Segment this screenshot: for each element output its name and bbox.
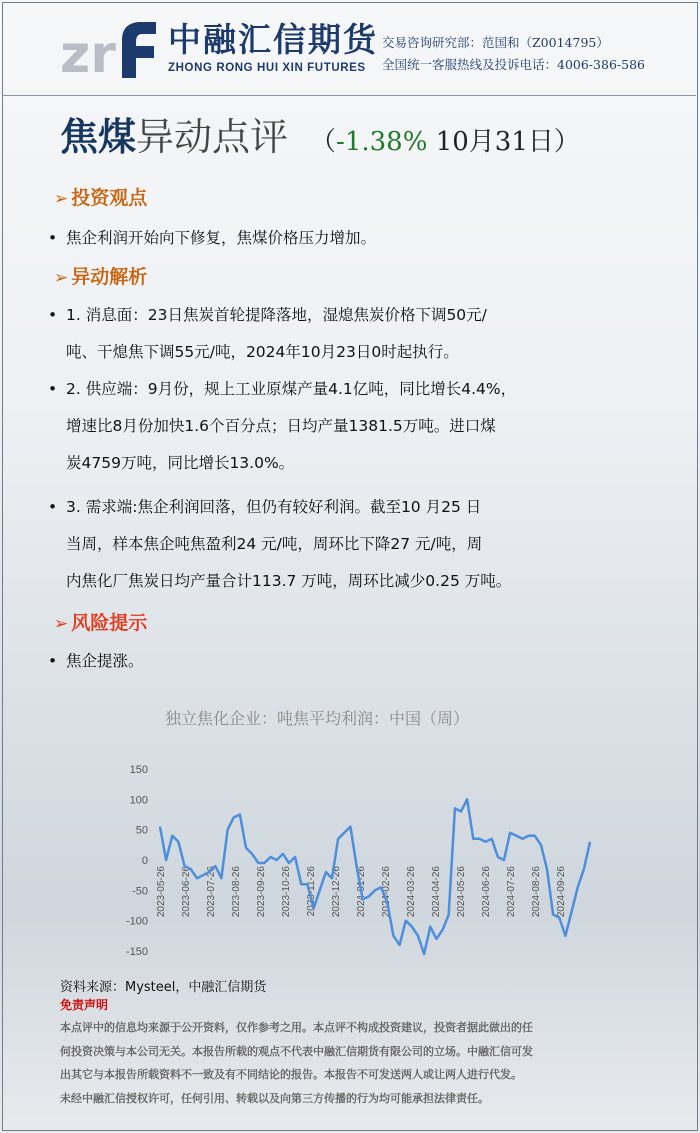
analysis1-line1: 1. 消息面：23日焦炭首轮提降落地，湿熄焦炭价格下调50元/ — [66, 306, 487, 324]
y-tick-label: 100 — [129, 794, 148, 807]
x-tick-label: 2023-11-26 — [306, 866, 317, 917]
x-tick-label: 2024-05-26 — [456, 866, 467, 918]
profit-series-line — [160, 799, 590, 954]
title-change — [310, 127, 580, 157]
x-tick-label: 2024-08-26 — [531, 866, 542, 918]
x-tick-label: 2023-07-26 — [206, 866, 217, 918]
x-tick-label: 2023-05-26 — [156, 866, 167, 918]
analysis3-line3: 内焦化厂焦炭日均产量合计113.7 万吨，周环比减少0.25 万吨。 — [66, 572, 512, 590]
analysis-bullet-2 — [48, 371, 678, 482]
brand-name-cn: 中融汇信期货 — [168, 20, 378, 59]
title-paren: （ — [310, 127, 337, 157]
disclaimer-line: 何投资决策与本公司无关。本报告所载的观点不代表中融汇信期货有限公司的立场。中融汇信可发 — [60, 1044, 533, 1058]
section-analysis-label: 异动解析 — [71, 266, 148, 288]
x-tick-label: 2023-08-26 — [231, 866, 242, 918]
profit-line-chart — [120, 755, 610, 970]
x-tick-label: 2023-12-26 — [331, 866, 342, 918]
disclaimer-line: 未经中融汇信授权许可，任何引用、转载以及向第三方传播的行为均可能承担法律责任。 — [60, 1091, 489, 1105]
contact-info — [382, 32, 645, 76]
section-view-label: 投资观点 — [71, 187, 148, 209]
section-analysis-heading — [54, 262, 147, 289]
disclaimer-body — [60, 1016, 650, 1110]
arrow-icon: ➢ — [54, 268, 69, 288]
x-tick-label: 2024-09-26 — [556, 866, 567, 918]
analysis2-line1: 2. 供应端：9月份，规上工业原煤产量4.1亿吨，同比增长4.4%， — [66, 380, 517, 398]
x-tick-label: 2024-07-26 — [506, 866, 517, 918]
x-tick-label: 2024-03-26 — [406, 866, 417, 918]
hotline-line: 全国统一客服热线及投诉电话：4006-386-586 — [382, 57, 645, 72]
y-tick-label: 50 — [135, 824, 148, 837]
bullet-dot-icon: • — [48, 498, 58, 516]
svg-text:zr: zr — [60, 25, 116, 80]
title-percent: -1.38% — [336, 127, 428, 157]
company-logo — [60, 14, 158, 80]
y-tick-label: 0 — [141, 855, 148, 867]
section-risk-heading — [54, 608, 147, 635]
analysis2-line3: 炭4759万吨，同比增长13.0%。 — [66, 454, 295, 472]
bullet-dot-icon: • — [48, 380, 58, 398]
arrow-icon: ➢ — [54, 189, 69, 209]
title-type: 异动点评 — [136, 115, 289, 159]
x-tick-label: 2024-01-26 — [356, 866, 367, 918]
chart-title: 独立焦化企业：吨焦平均利润：中国（周） — [165, 709, 470, 728]
y-tick-label: -150 — [125, 946, 148, 958]
x-tick-label: 2023-09-26 — [256, 866, 267, 918]
section-view-heading — [54, 183, 147, 210]
y-tick-label: 150 — [129, 764, 148, 776]
brand-name-en: ZHONG RONG HUI XIN FUTURES — [168, 62, 366, 74]
section-risk-label: 风险提示 — [71, 612, 148, 634]
x-tick-label: 2024-04-26 — [431, 866, 442, 918]
y-tick-label: -50 — [132, 885, 148, 898]
analyst-line: 交易咨询研究部：范国和（Z0014795） — [382, 35, 609, 50]
bullet-dot-icon: • — [48, 229, 58, 247]
x-tick-label: 2024-02-26 — [381, 866, 392, 918]
disclaimer-line: 本点评中的信息均来源于公开资料，仅作参考之用。本点评不构成投资建议，投资者据此做出的任 — [60, 1021, 533, 1034]
analysis3-line2: 当周，样本焦企吨焦盈利24 元/吨，周环比下降27 元/吨，周 — [66, 535, 483, 553]
y-tick-label: -100 — [125, 915, 148, 928]
x-tick-label: 2023-10-26 — [281, 866, 292, 918]
risk-text: 焦企提涨。 — [66, 652, 144, 670]
data-source: 资料来源：Mysteel，中融汇信期货 — [60, 980, 267, 995]
analysis-bullet-3 — [48, 489, 678, 600]
title-date: 10月31日） — [427, 127, 580, 157]
disclaimer-title: 免责声明 — [60, 998, 109, 1012]
view-text: 焦企利润开始向下修复，焦煤价格压力增加。 — [66, 229, 377, 247]
arrow-icon: ➢ — [54, 614, 69, 634]
header-divider — [2, 95, 696, 96]
disclaimer-line: 出其它与本报告所载资料不一致及有不同结论的报告。本报告不可发送两人或让两人进行代发。 — [60, 1068, 522, 1081]
bullet-dot-icon: • — [48, 306, 58, 324]
analysis3-line1: 3. 需求端:焦企利润回落，但仍有较好利润。截至10 月25 日 — [66, 498, 482, 516]
x-tick-label: 2024-06-26 — [481, 866, 492, 918]
analysis1-line2: 吨、干熄焦下调55元/吨，2024年10月23日0时起执行。 — [66, 343, 459, 361]
brand-block — [168, 22, 378, 74]
analysis-bullet-1 — [48, 297, 678, 371]
bullet-dot-icon: • — [48, 652, 58, 670]
analysis2-line2: 增速比8月份加快1.6个百分点；日均产量1381.5万吨。进口煤 — [66, 417, 496, 435]
title-commodity: 焦煤 — [60, 114, 137, 159]
risk-bullet — [48, 643, 678, 680]
x-tick-label: 2023-06-26 — [181, 866, 192, 918]
page-title — [60, 111, 580, 168]
view-bullet — [48, 220, 678, 257]
